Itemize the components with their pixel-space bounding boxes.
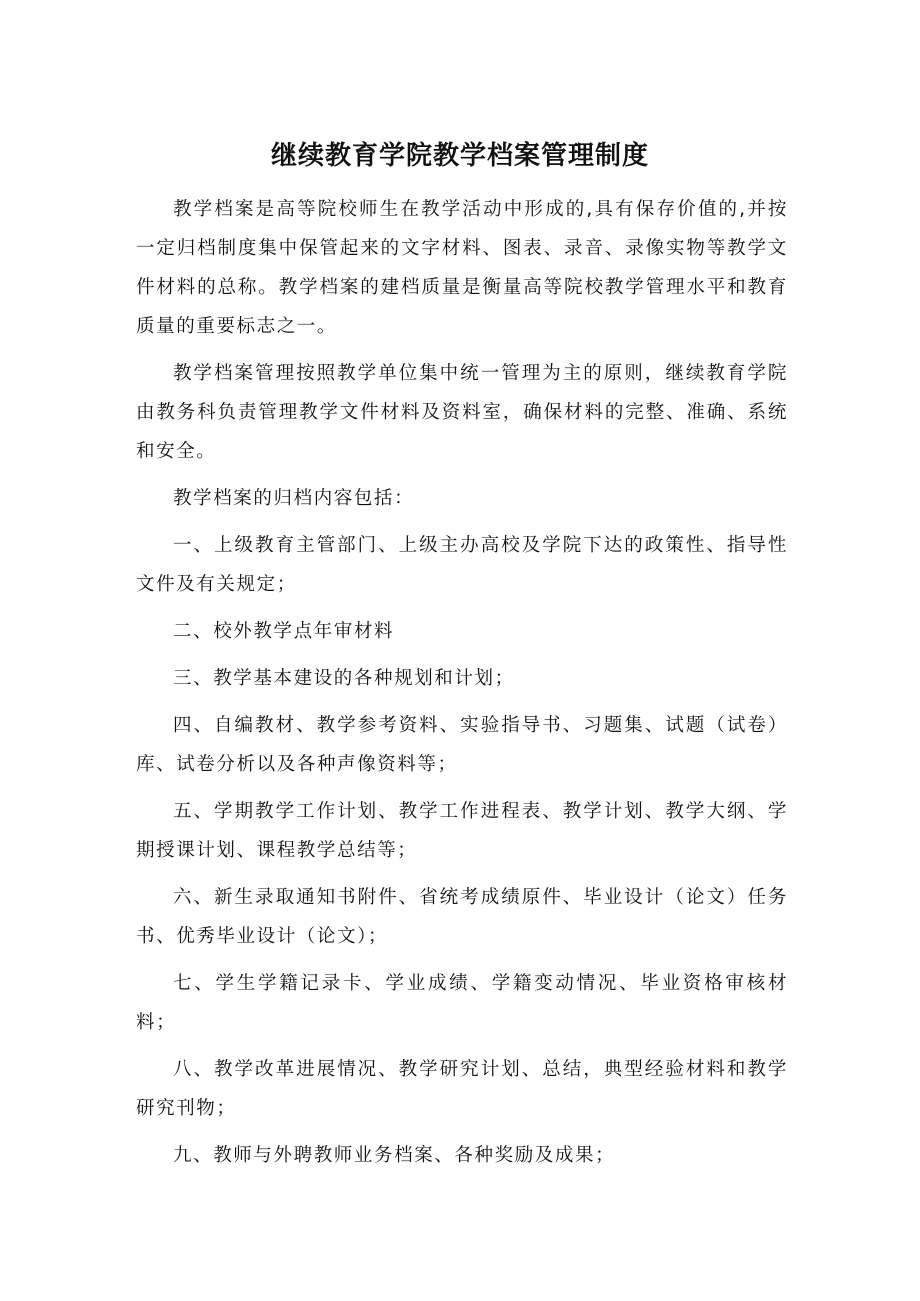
list-item-3: 三、教学基本建设的各种规划和计划； (173, 668, 515, 689)
list-item-7: 七、学生学籍记录卡、学业成绩、学籍变动情况、毕业资格审核材料； (136, 973, 788, 1033)
paragraph-principle: 教学档案管理按照教学单位集中统一管理为主的原则，继续教育学院由教务科负责管理教学文件材料及资料室，确保材料的完整、准确、系统和安全。 (136, 363, 788, 462)
document-title: 继续教育学院教学档案管理制度 (270, 141, 649, 171)
list-item-8: 八、教学改革进展情况、教学研究计划、总结，典型经验材料和教学研究刊物； (136, 1059, 788, 1119)
list-item-5: 五、学期教学工作计划、教学工作进程表、教学计划、教学大纲、学期授课计划、课程教学总结等； (136, 801, 788, 861)
list-item-1: 一、上级教育主管部门、上级主办高校及学院下达的政策性、指导性文件及有关规定； (136, 535, 788, 595)
list-item-6: 六、新生录取通知书附件、省统考成绩原件、毕业设计（论文）任务书、优秀毕业设计（论文）； (136, 887, 788, 947)
document-body (136, 190, 788, 1183)
paragraph-contents-intro: 教学档案的归档内容包括： (173, 488, 415, 509)
list-item-2: 二、校外教学点年审材料 (173, 621, 395, 642)
paragraph-definition: 教学档案是高等院校师生在教学活动中形成的,具有保存价值的,并按一定归档制度集中保管起来的文字材料、图表、录音、录像实物等教学文件材料的总称。教学档案的建档质量是衡量高等院校教学管理水平和教育质量的重要标志之一。 (136, 199, 788, 337)
list-item-9: 九、教师与外聘教师业务档案、各种奖励及成果； (173, 1145, 616, 1166)
list-item-4: 四、自编教材、教学参考资料、实验指导书、习题集、试题（试卷）库、试卷分析以及各种声像资料等； (136, 715, 788, 775)
